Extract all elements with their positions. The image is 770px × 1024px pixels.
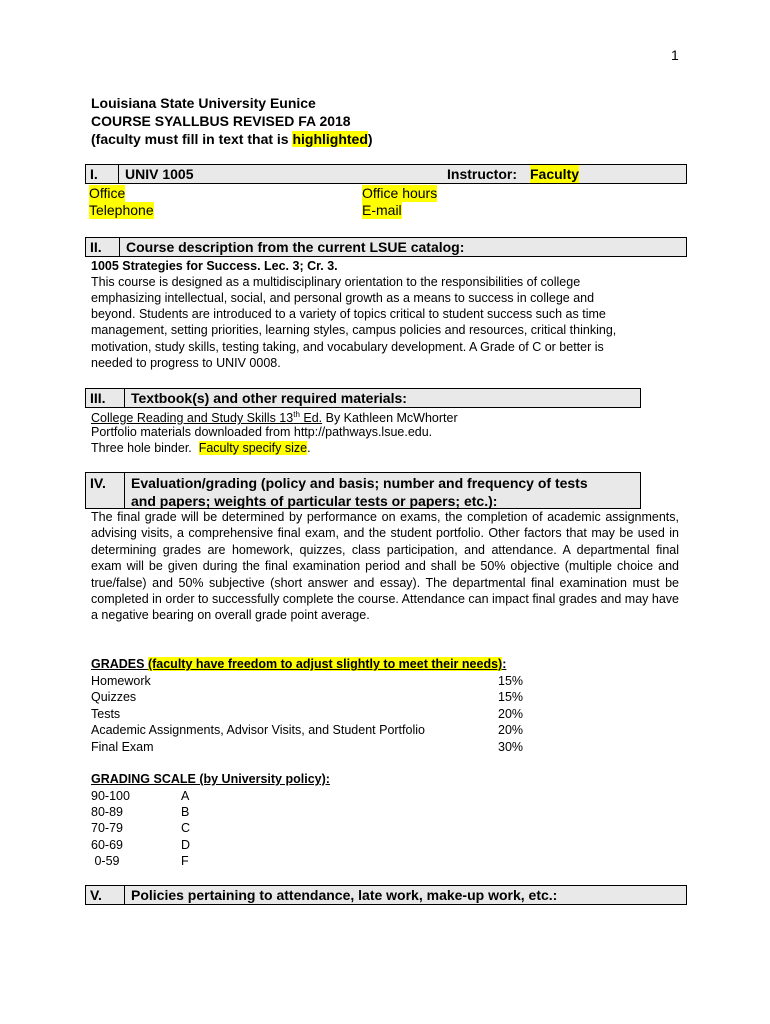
grade-percent: 20% xyxy=(498,707,524,721)
section-1-header xyxy=(85,164,687,184)
syllabus-title: COURSE SYALLBUS REVISED FA 2018 xyxy=(91,113,351,129)
scale-range: 0-59 xyxy=(91,854,120,868)
grade-row xyxy=(91,739,531,755)
textbook-sup: th xyxy=(293,410,300,419)
office-field: Office xyxy=(89,185,126,201)
course-code: UNIV 1005 xyxy=(125,166,194,182)
grades-label: GRADES xyxy=(91,657,148,671)
section-5-number: V. xyxy=(86,886,125,904)
scale-range: 70-79 xyxy=(91,821,123,835)
scale-grade: A xyxy=(181,789,190,803)
scale-grade: B xyxy=(181,805,190,819)
section-5-title: Policies pertaining to attendance, late work, make-up work, etc.: xyxy=(131,887,558,903)
instructions-prefix: (faculty must fill in text that is xyxy=(91,131,293,147)
section-1-number: I. xyxy=(86,165,119,183)
grade-item: Final Exam xyxy=(91,740,154,754)
grades-colon: : xyxy=(502,657,507,671)
grade-item: Homework xyxy=(91,674,151,688)
scale-row xyxy=(91,820,291,836)
scale-range: 60-69 xyxy=(91,838,123,852)
section-4-title-line2: and papers; weights of particular tests or papers; etc.): xyxy=(131,493,498,509)
university-name: Louisiana State University Eunice xyxy=(91,95,316,111)
section-4-header xyxy=(85,472,641,509)
grade-percent: 15% xyxy=(498,690,524,704)
description-line: beyond. Students are introduced to a variety of topics critical to student success such as time xyxy=(91,307,606,321)
section-3-number: III. xyxy=(86,389,125,407)
description-line: management, setting priorities, learning styles, campus policies and resources, critical thinking, xyxy=(91,323,617,337)
grade-row xyxy=(91,706,531,722)
textbook-title-text: College Reading and Study Skills 13 xyxy=(91,411,294,426)
grade-percent: 30% xyxy=(498,740,524,754)
grade-row xyxy=(91,689,531,705)
scale-row xyxy=(91,804,291,820)
telephone-field: Telephone xyxy=(89,202,154,218)
grade-percent: 20% xyxy=(498,723,524,737)
office-hours-field: Office hours xyxy=(362,185,438,201)
section-2-title: Course description from the current LSUE catalog: xyxy=(126,239,465,255)
description-line: This course is designed as a multidisciplinary orientation to the responsibilities of college xyxy=(91,275,581,289)
instructor-label: Instructor: xyxy=(447,166,517,182)
binder-highlight: Faculty specify size xyxy=(198,441,308,455)
section-4-title-line1: Evaluation/grading (policy and basis; number and frequency of tests xyxy=(131,475,588,491)
section-5-header xyxy=(85,885,687,905)
binder-text: Three hole binder. xyxy=(91,441,199,455)
portfolio-line: Portfolio materials downloaded from http://pathways.lsue.edu. xyxy=(91,425,433,439)
grade-percent: 15% xyxy=(498,674,524,688)
grades-heading xyxy=(91,656,506,672)
grade-item: Academic Assignments, Advisor Visits, and Student Portfolio xyxy=(91,723,425,737)
grade-row xyxy=(91,722,531,738)
section-3-header xyxy=(85,388,641,408)
binder-line xyxy=(91,440,311,456)
instructor-value: Faculty xyxy=(530,166,580,182)
scale-row xyxy=(91,853,291,869)
grading-paragraph: The final grade will be determined by performance on exams, the completion of academic assignments, advising visits, a comprehensive final exam, and the student portfolio. Other factors that may be used in determining grades are homework, quizzes, class participation, and attendance. A departmental final exam will be given during the final examination period and shall be 50% objective (multiple choice and true/false) and 50% subjective (short answer and essay). The departmental final examination must be completed in order to successfully complete the course. Attendance can impact final grades and may have a negative bearing on overall grade point average. xyxy=(91,510,679,623)
scale-grade: F xyxy=(181,854,189,868)
description-line: motivation, study skills, testing taking, and vocabulary development. A Grade of C or better is xyxy=(91,340,604,354)
section-2-number: II. xyxy=(86,238,120,256)
scale-grade: D xyxy=(181,838,191,852)
textbook-edition: Ed. xyxy=(299,411,323,426)
email-field: E-mail xyxy=(362,202,402,218)
grading-scale-heading: GRADING SCALE (by University policy): xyxy=(91,772,330,786)
scale-grade: C xyxy=(181,821,191,835)
section-3-title: Textbook(s) and other required materials: xyxy=(131,390,407,406)
grades-note: (faculty have freedom to adjust slightly to meet their needs) xyxy=(147,657,503,671)
section-4-number: IV. xyxy=(86,473,125,508)
textbook-author: By Kathleen McWhorter xyxy=(322,411,458,426)
description-line: needed to progress to UNIV 0008. xyxy=(91,356,281,370)
scale-row xyxy=(91,788,291,804)
grade-item: Tests xyxy=(91,707,121,721)
binder-end: . xyxy=(307,441,311,455)
scale-range: 80-89 xyxy=(91,805,123,819)
scale-range: 90-100 xyxy=(91,789,130,803)
section-2-header xyxy=(85,237,687,257)
grade-row xyxy=(91,673,531,689)
instructions-highlight: highlighted xyxy=(292,131,368,147)
scale-row xyxy=(91,837,291,853)
page-number: 1 xyxy=(671,47,679,63)
description-line: emphasizing intellectual, social, and personal growth as a means to success in college and xyxy=(91,291,595,305)
instructions-suffix: ) xyxy=(367,131,373,147)
instructions-line xyxy=(91,130,373,148)
course-subtitle: 1005 Strategies for Success. Lec. 3; Cr. 3. xyxy=(91,259,338,273)
grade-item: Quizzes xyxy=(91,690,137,704)
